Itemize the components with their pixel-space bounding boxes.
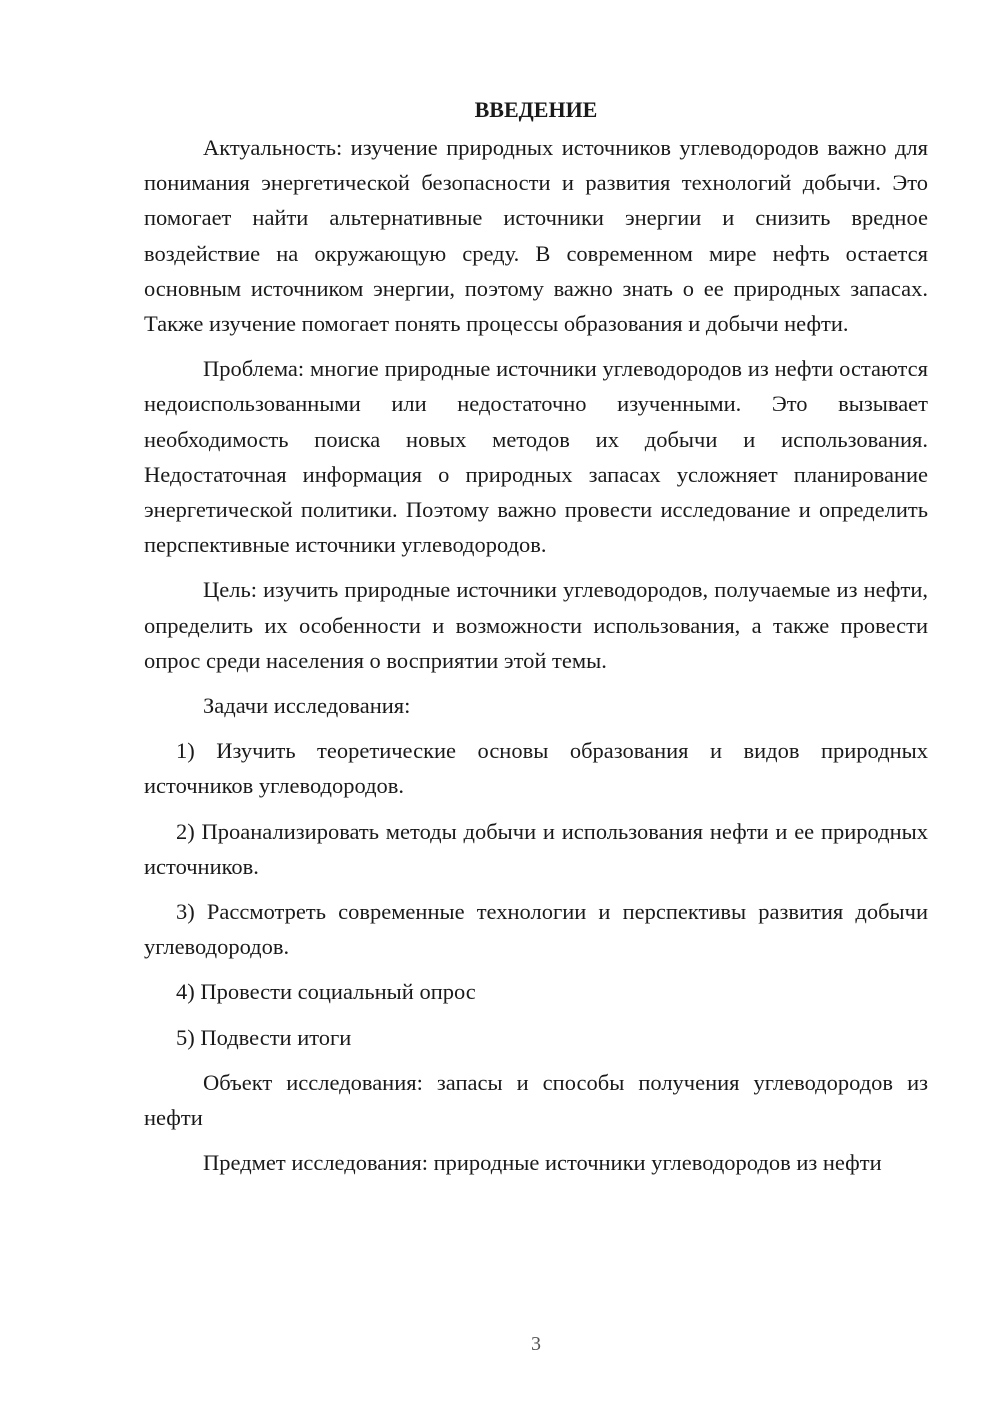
- task-item-1: 1) Изучить теоретические основы образования и видов природных источников углеводородов.: [144, 738, 928, 799]
- page-content: [144, 92, 928, 1190]
- object-paragraph: Объект исследования: запасы и способы получения углеводородов из нефти: [144, 1069, 928, 1131]
- task-item-5: 5) Подвести итоги: [176, 1024, 352, 1050]
- page-title: ВВЕДЕНИЕ: [474, 97, 598, 122]
- subject-paragraph: Предмет исследования: природные источники углеводородов из нефти: [203, 1150, 882, 1176]
- task-item-2: 2) Проанализировать методы добычи и использования нефти и ее природных источников.: [144, 818, 928, 879]
- task-item-4: 4) Провести социальный опрос: [176, 979, 476, 1005]
- goal-paragraph: Цель: изучить природные источники углеводородов, получаемые из нефти, определить их особенности и возможности использования, а также провести опрос среди населения о восприятии этой темы.: [144, 577, 928, 673]
- relevance-paragraph: Актуальность: изучение природных источников углеводородов важно для понимания энергетической безопасности и развития технологий добычи. Это помогает найти альтернативные источники энергии и снизить вредное воздействие на окружающую среду. В современном мире нефть остается основным источником энергии, поэтому важно знать о ее природных запасах. Также изучение помогает понять процессы образования и добычи нефти.: [144, 135, 928, 337]
- tasks-heading: Задачи исследования:: [203, 693, 411, 719]
- page-number: 3: [531, 1333, 541, 1355]
- task-item-3: 3) Рассмотреть современные технологии и перспективы развития добычи углеводородов.: [144, 899, 928, 960]
- problem-paragraph: Проблема: многие природные источники углеводородов из нефти остаются недоиспользованными или недостаточно изученными. Это вызывает необходимость поиска новых методов их добычи и использования. Недостаточная информация о природных запасах усложняет планирование энергетической политики. Поэтому важно провести исследование и определить перспективные источники углеводородов.: [144, 356, 928, 558]
